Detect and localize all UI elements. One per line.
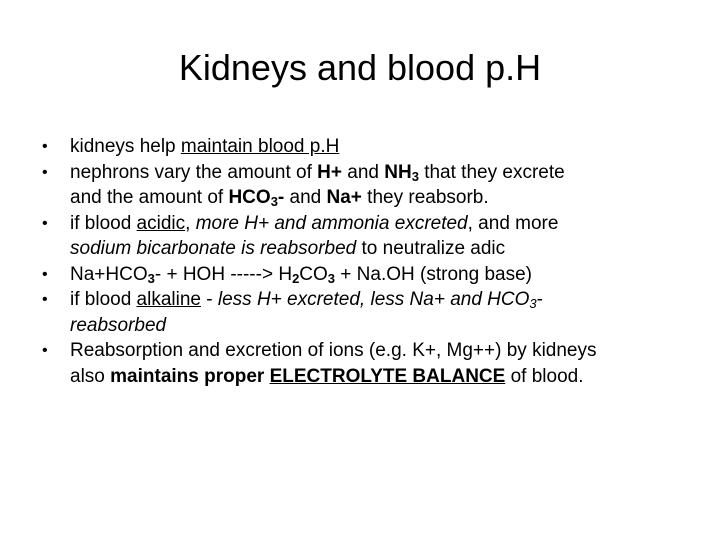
text-run: - bbox=[200, 289, 218, 310]
text-run: reabsorbed bbox=[70, 314, 167, 336]
bullet-line bbox=[70, 313, 692, 339]
slide-title: Kidneys and blood p.H bbox=[178, 47, 542, 88]
bullet-item bbox=[0, 287, 720, 338]
bullet-item bbox=[0, 160, 720, 211]
bullet-item bbox=[0, 338, 720, 389]
text-run: acidic bbox=[136, 212, 186, 234]
bullet-line bbox=[70, 262, 692, 288]
text-run: less H+ excreted, less Na+ and HCO bbox=[217, 289, 530, 310]
subscript-text: 3 bbox=[270, 194, 278, 209]
text-run: , and more bbox=[467, 212, 559, 234]
subscript-text: 3 bbox=[529, 296, 537, 311]
bullet-dot-icon: • bbox=[42, 342, 48, 359]
text-run: , bbox=[185, 212, 196, 234]
text-run: HCO bbox=[228, 187, 271, 208]
bullet-line bbox=[70, 160, 692, 186]
bullet-item bbox=[0, 134, 720, 160]
bullet-line bbox=[70, 364, 692, 390]
text-run: if blood bbox=[70, 212, 137, 234]
text-run: maintains proper bbox=[110, 365, 270, 387]
text-run: Reabsorption and excretion of ions (e.g. K+, Mg++) by kidneys bbox=[70, 340, 597, 361]
bullet-line bbox=[70, 287, 692, 313]
bullet-dot-icon: • bbox=[42, 214, 48, 232]
subscript-text: 3 bbox=[327, 270, 336, 286]
text-run: and bbox=[341, 161, 385, 183]
bullet-dot-icon: • bbox=[42, 163, 48, 181]
text-run: nephrons vary the amount of bbox=[70, 161, 318, 183]
bullet-dot-icon: • bbox=[42, 265, 48, 283]
bullet-dot-icon: • bbox=[42, 138, 48, 155]
text-run: to neutralize adic bbox=[356, 238, 506, 259]
text-run: NH bbox=[384, 161, 412, 183]
subscript-text: 2 bbox=[292, 270, 300, 286]
text-run: if blood bbox=[70, 289, 137, 310]
bullet-line bbox=[70, 211, 692, 237]
text-run: more H+ and ammonia excreted bbox=[195, 212, 468, 234]
text-run: - bbox=[536, 289, 543, 310]
bullet-list bbox=[0, 134, 720, 389]
text-run: they reabsorb. bbox=[361, 187, 489, 208]
text-run: of blood. bbox=[505, 365, 584, 387]
text-run: H+ bbox=[317, 161, 342, 183]
text-run: Na+HCO bbox=[70, 263, 148, 285]
text-run: sodium bicarbonate is reabsorbed bbox=[70, 238, 357, 259]
bullet-line bbox=[70, 236, 692, 262]
text-run: kidneys help bbox=[70, 136, 181, 157]
text-run: CO bbox=[299, 263, 328, 285]
text-run: also bbox=[70, 365, 111, 387]
subscript-text: 3 bbox=[147, 270, 155, 286]
bullet-item bbox=[0, 262, 720, 288]
text-run: that they excrete bbox=[418, 161, 565, 183]
text-run: maintain blood p.H bbox=[180, 136, 340, 157]
text-run: ELECTROLYTE BALANCE bbox=[269, 365, 506, 387]
bullet-line bbox=[70, 185, 692, 211]
subscript-text: 3 bbox=[411, 168, 419, 184]
text-run: alkaline bbox=[136, 289, 201, 310]
text-run: Na+ bbox=[326, 187, 362, 208]
bullet-line bbox=[70, 134, 692, 160]
bullet-line bbox=[70, 338, 692, 364]
bullet-item bbox=[0, 211, 720, 262]
text-run: + Na.OH (strong base) bbox=[335, 263, 532, 285]
text-run: and bbox=[284, 187, 327, 208]
bullet-dot-icon: • bbox=[42, 291, 48, 308]
text-run: - + HOH -----> H bbox=[154, 263, 293, 285]
text-run: - bbox=[277, 187, 285, 208]
text-run: and the amount of bbox=[70, 187, 229, 208]
